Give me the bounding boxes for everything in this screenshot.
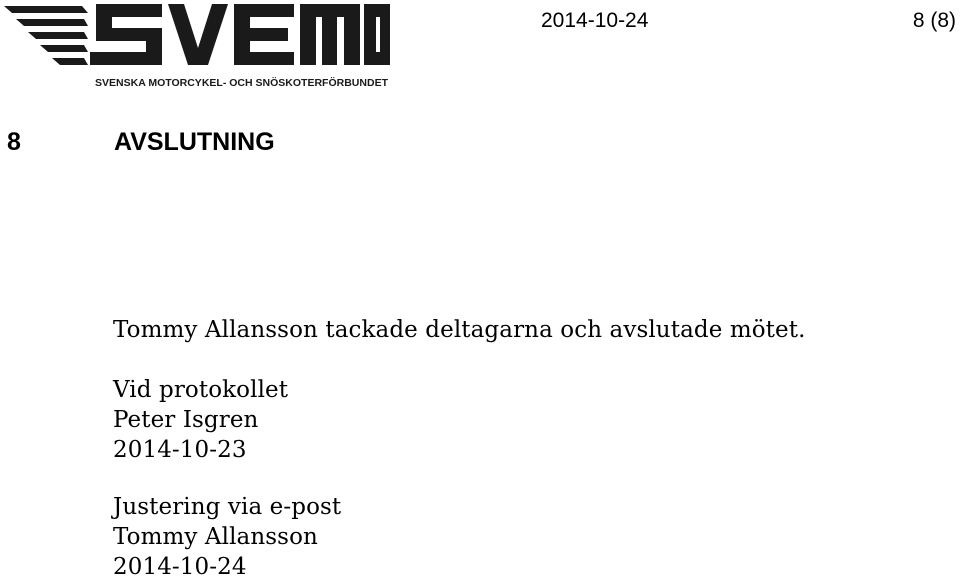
verification-date: 2014-10-24 <box>113 554 247 580</box>
wordmark-letters <box>90 4 390 65</box>
protocol-date: 2014-10-23 <box>113 437 247 463</box>
verification-name: Tommy Allansson <box>113 524 318 550</box>
verification-signature-block <box>113 492 341 582</box>
section-number: 8 <box>7 128 21 156</box>
page-number: 8 (8) <box>912 9 956 32</box>
logo-subtitle: SVENSKA MOTORCYKEL- OCH SNÖSKOTERFÖRBUNDET <box>95 77 388 89</box>
closing-paragraph: Tommy Allansson tackade deltagarna och avslutade mötet. <box>113 317 806 343</box>
protocol-signature-block <box>113 375 288 465</box>
protocol-label: Vid protokollet <box>113 377 289 403</box>
speed-stripes-icon <box>4 6 88 65</box>
section-title: AVSLUTNING <box>114 128 275 156</box>
svemo-logo-graphic <box>4 2 390 90</box>
header-date: 2014-10-24 <box>541 9 649 32</box>
protocol-name: Peter Isgren <box>113 407 259 433</box>
svemo-logo <box>4 2 390 90</box>
verification-label: Justering via e-post <box>113 494 342 520</box>
